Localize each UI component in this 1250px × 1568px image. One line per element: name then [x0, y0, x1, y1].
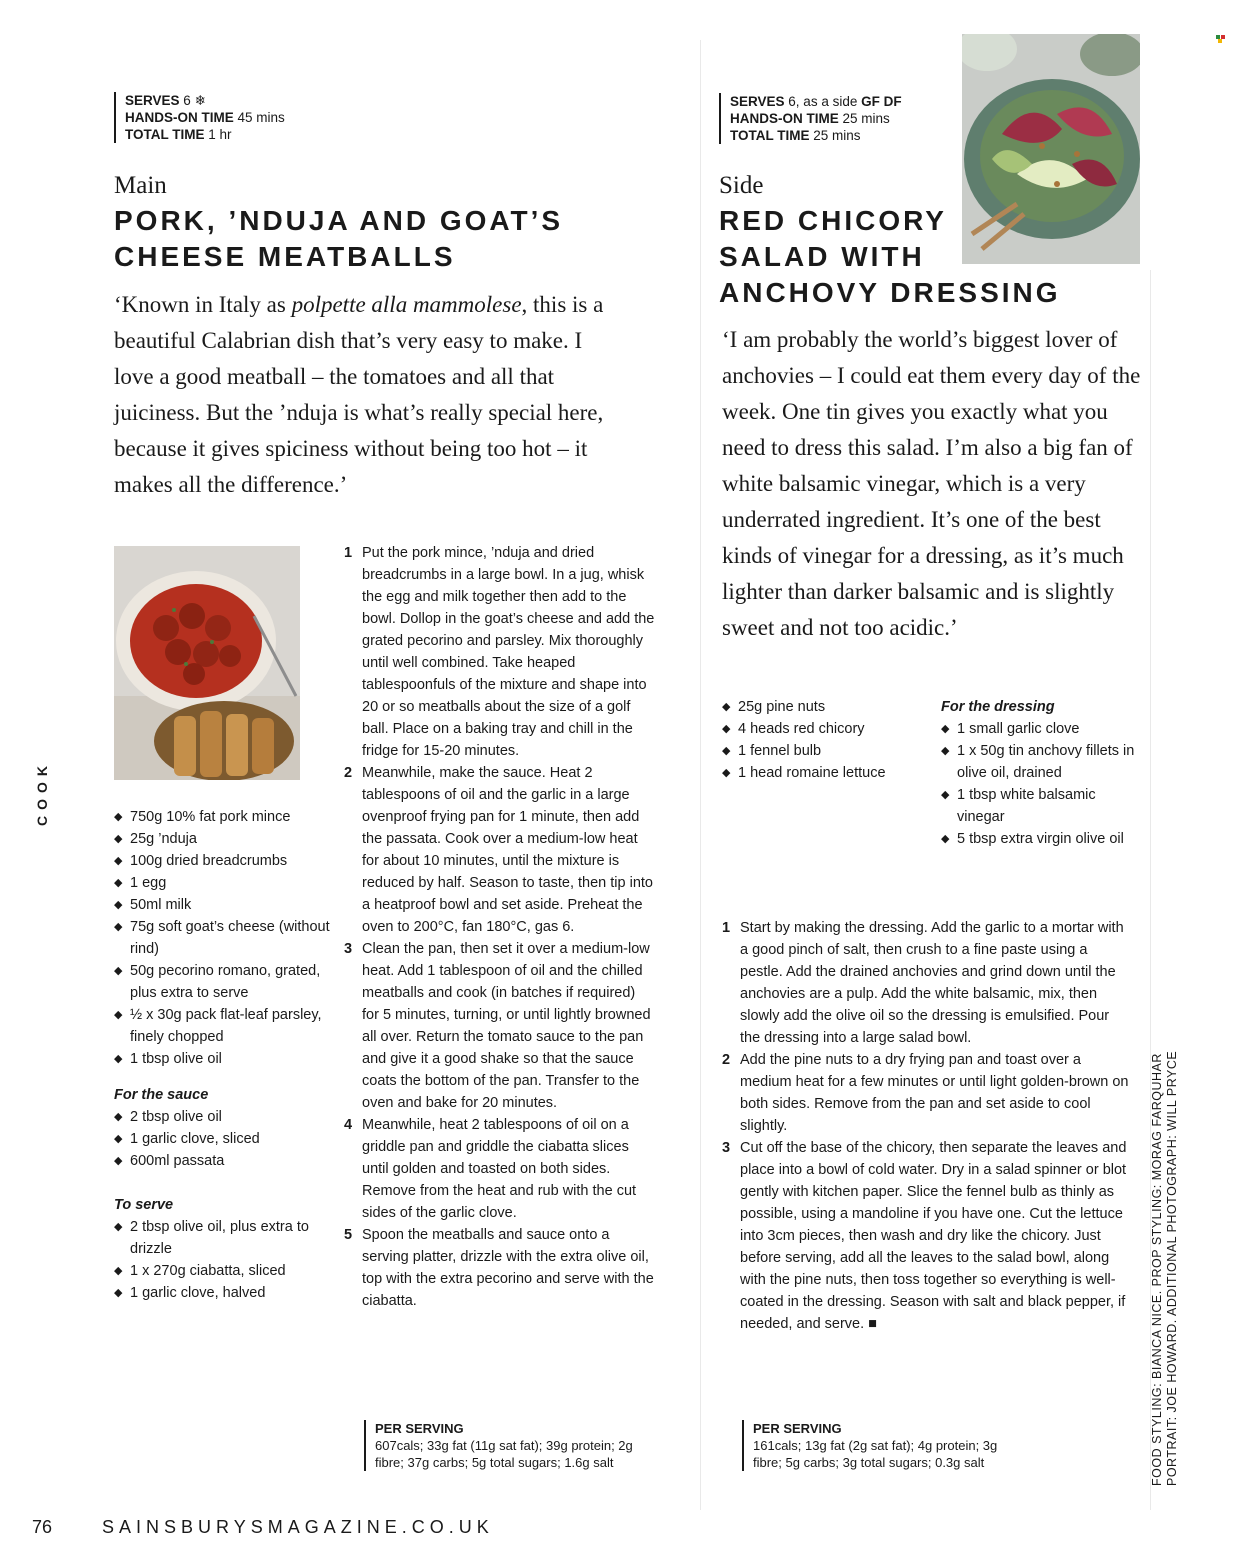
- sauce-ingredient-item: ◆ 600ml passata: [114, 1150, 334, 1172]
- dressing-ingredient-item: ◆ 5 tbsp extra virgin olive oil: [941, 828, 1141, 850]
- serve-heading: To serve: [114, 1197, 174, 1213]
- section-label-cook: COOK: [34, 760, 50, 826]
- left-category: Main: [114, 172, 167, 199]
- step-number: 1: [722, 920, 731, 936]
- photo-credits: FOOD STYLING: BIANCA NICE. PROP STYLING: MORAG FARQUHAR PORTRAIT: JOE HOWARD. ADDITIONAL PHOTOGRAPH: WILL PRYCE: [1150, 1050, 1179, 1486]
- ingredient-item: ◆ 25g pine nuts: [722, 696, 922, 718]
- ingredient-item: ◆ 4 heads red chicory: [722, 718, 922, 740]
- ingredient-item: ◆ 75g soft goat’s cheese (without rind): [114, 916, 334, 960]
- left-method: [344, 542, 656, 1312]
- step-number: 5: [344, 1227, 353, 1243]
- method-step: [344, 762, 656, 938]
- meatballs-photo: [114, 546, 300, 780]
- sauce-heading: For the sauce: [114, 1087, 209, 1103]
- ingredient-item: ◆ 1 egg: [114, 872, 334, 894]
- left-ingredients: [114, 806, 334, 1304]
- ingredient-item: ◆ 1 fennel bulb: [722, 740, 922, 762]
- step-text: Start by making the dressing. Add the garlic to a mortar with a good pinch of salt, then crush to a fine paste using a pestle. Add the drained anchovies and grind down until the anchovies are a pulp. Add the white balsamic, mix, then slowly add the olive oil so the dressing is emulsified. Pour the dressing into a large salad bowl.: [740, 920, 1124, 1046]
- step-text: Put the pork mince, ’nduja and dried breadcrumbs in a large bowl. In a jug, whisk the egg and milk together then add to the bowl. Dollop in the goat’s cheese and add the grated pecorino and parsley. Mix thoroughly until well combined. Take heaped tablespoonfuls of the mixture and shape into 20 or so meatballs about the size of a golf ball. Place on a baking tray and chill in the fridge for 15-20 minutes.: [362, 545, 655, 759]
- right-nutrition: PER SERVING 161cals; 13g fat (2g sat fat); 4g protein; 3g fibre; 5g carbs; 3g total sugars; 0.3g salt: [742, 1420, 1023, 1471]
- method-step: [722, 1137, 1132, 1335]
- right-ingredients: [722, 696, 922, 784]
- serve-ingredient-item: ◆ 2 tbsp olive oil, plus extra to drizzle: [114, 1216, 334, 1260]
- right-recipe-meta: SERVES 6, as a side GF DF HANDS-ON TIME 25 mins TOTAL TIME 25 mins: [719, 93, 902, 144]
- sauce-ingredient-item: ◆ 2 tbsp olive oil: [114, 1106, 334, 1128]
- dressing-ingredient-item: ◆ 1 tbsp white balsamic vinegar: [941, 784, 1141, 828]
- method-step: [722, 1049, 1132, 1137]
- step-number: 2: [344, 765, 353, 781]
- method-step: [722, 917, 1132, 1049]
- step-text: Spoon the meatballs and sauce onto a serving platter, drizzle with the extra olive oil, top with the extra pecorino and serve with the ciabatta.: [362, 1227, 654, 1309]
- right-intro-quote: ‘I am probably the world’s biggest lover of anchovies – I could eat them every day of the week. One tin gives you exactly what you need to dress this salad. I’m also a big fan of white balsamic vinegar, which is a very underrated ingredient. It’s one of the best kinds of vinegar for a dressing, as it’s much lighter than darker balsamic and is slightly sweet and not too acidic.’: [722, 327, 1141, 640]
- step-text: Add the pine nuts to a dry frying pan and toast over a medium heat for a few minutes or until light golden-brown on both sides. Remove from the pan and set aside to cool slightly.: [740, 1052, 1129, 1134]
- sauce-ingredient-item: ◆ 1 garlic clove, sliced: [114, 1128, 334, 1150]
- ingredient-item: ◆ 50g pecorino romano, grated, plus extra to serve: [114, 960, 334, 1004]
- left-intro-quote: ‘Known in Italy as polpette alla mammolese, this is a beautiful Calabrian dish that’s very easy to make. I love a good meatball – the tomatoes and all that juiciness. But the ’nduja is what’s really special here, because it gives spiciness without being too hot – it makes all the difference.’: [114, 292, 604, 497]
- ingredient-item: ◆ 100g dried breadcrumbs: [114, 850, 334, 872]
- dressing-ingredients: [941, 696, 1141, 850]
- brand-mark-icon: [1216, 30, 1226, 38]
- step-text: Meanwhile, make the sauce. Heat 2 tablespoons of oil and the garlic in a large ovenproof frying pan for 1 minute, then add the passata. Cook over a medium-low heat for about 10 minutes, until the mixture is reduced by half. Season to taste, then tip into a heatproof bowl and set aside. Preheat the oven to 200°C, fan 180°C, gas 6.: [362, 765, 653, 935]
- left-nutrition: PER SERVING 607cals; 33g fat (11g sat fat); 39g protein; 2g fibre; 37g carbs; 5g total sugars; 1.6g salt: [364, 1420, 645, 1471]
- step-number: 1: [344, 545, 353, 561]
- snowflake-icon: ❄: [194, 93, 206, 108]
- serve-ingredient-item: ◆ 1 x 270g ciabatta, sliced: [114, 1260, 334, 1282]
- step-text: Clean the pan, then set it over a medium-low heat. Add 1 tablespoon of oil and the chilled meatballs and cook (in batches if required) for 5 minutes, turning, or until lightly browned all over. Return the tomato sauce to the pan and give it a good shake so that the sauce coats the bottom of the pan. Transfer to the oven and bake for 20 minutes.: [362, 941, 651, 1111]
- ingredient-item: ◆ 50ml milk: [114, 894, 334, 916]
- method-step: [344, 542, 656, 762]
- left-recipe-title: PORK, ’NDUJA AND GOAT’S CHEESE MEATBALLS: [114, 205, 564, 272]
- step-number: 4: [344, 1117, 353, 1133]
- step-text: Meanwhile, heat 2 tablespoons of oil on a griddle pan and griddle the ciabatta slices until golden and toasted on both sides. Remove from the heat and rub with the cut sides of the garlic clove.: [362, 1117, 637, 1221]
- method-step: [344, 938, 656, 1114]
- right-method: [722, 917, 1132, 1335]
- method-step: [344, 1224, 656, 1312]
- step-text: Cut off the base of the chicory, then separate the leaves and place into a bowl of cold water. Dry in a salad spinner or blot gently with kitchen paper. Slice the fennel bulb as thinly as possible, using a mandoline if you have one. Cut the lettuce into 3cm pieces, then wash and dry like the chicory. Just before serving, add all the leaves to the salad bowl, along with the pine nuts, then toss together so everything is well-coated in the dressing. Season with salt and black pepper, if needed, and serve. ■: [740, 1140, 1127, 1332]
- right-category: Side: [719, 172, 764, 199]
- ingredient-item: ◆ ½ x 30g pack flat-leaf parsley, finely chopped: [114, 1004, 334, 1048]
- ingredient-item: ◆ 1 tbsp olive oil: [114, 1048, 334, 1070]
- step-number: 2: [722, 1052, 731, 1068]
- page-number: 76: [32, 1517, 53, 1537]
- right-recipe-title: RED CHICORY SALAD WITH ANCHOVY DRESSING: [719, 205, 1061, 308]
- ingredient-item: ◆ 1 head romaine lettuce: [722, 762, 922, 784]
- ingredient-item: ◆ 750g 10% fat pork mince: [114, 806, 334, 828]
- left-recipe-meta: SERVES 6 ❄ HANDS-ON TIME 45 mins TOTAL TIME 1 hr: [114, 92, 285, 143]
- dressing-ingredient-item: ◆ 1 small garlic clove: [941, 718, 1141, 740]
- step-number: 3: [722, 1140, 731, 1156]
- serve-ingredient-item: ◆ 1 garlic clove, halved: [114, 1282, 334, 1304]
- ingredient-item: ◆ 25g ’nduja: [114, 828, 334, 850]
- site-url: SAINSBURYSMAGAZINE.CO.UK: [102, 1517, 494, 1537]
- step-number: 3: [344, 941, 353, 957]
- column-divider: [700, 40, 701, 1510]
- dressing-heading: For the dressing: [941, 699, 1055, 715]
- method-step: [344, 1114, 656, 1224]
- dressing-ingredient-item: ◆ 1 x 50g tin anchovy fillets in olive oil, drained: [941, 740, 1141, 784]
